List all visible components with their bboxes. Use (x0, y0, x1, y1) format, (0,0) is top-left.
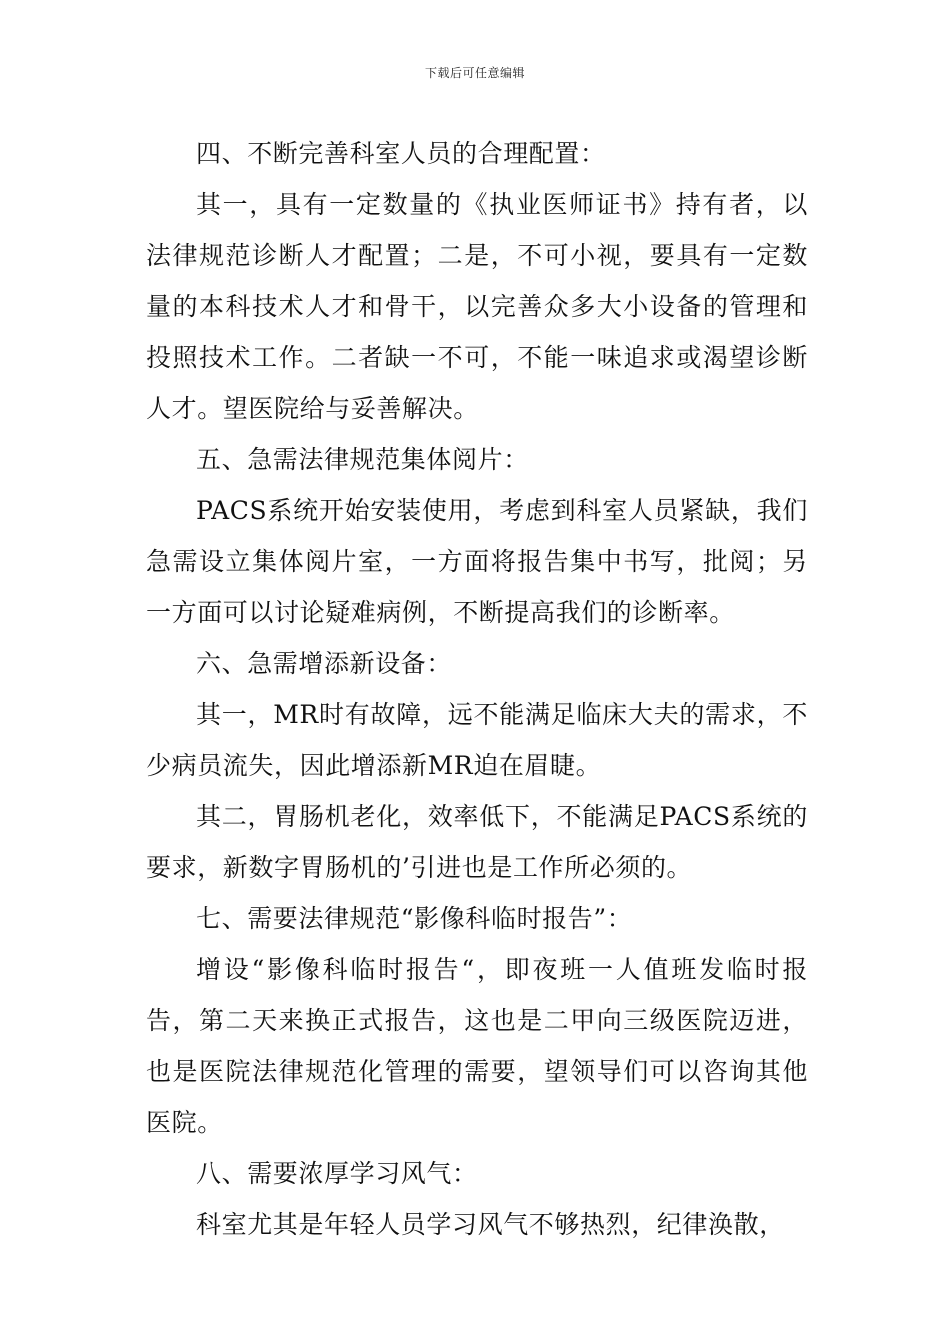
section-heading-5: 五、急需法律规范集体阅片： (196, 445, 529, 474)
section-heading-6: 六、急需增添新设备： (196, 649, 453, 678)
body-paragraph: 其二，胃肠机老化，效率低下，不能满足PACS系统的要求，新数字胃肠机的’引进也是工作所必须的。 (146, 802, 808, 882)
document-body (146, 128, 808, 1250)
page-header-note: 下载后可任意编辑 (424, 66, 525, 80)
section-heading-4: 四、不断完善科室人员的合理配置： (196, 139, 606, 168)
body-paragraph: 其一，MR时有故障，远不能满足临床大夫的需求，不少病员流失，因此增添新MR迫在眉睫。 (146, 700, 808, 780)
section-heading-7: 七、需要法律规范“影像科临时报告”： (196, 904, 633, 933)
body-paragraph: 科室尤其是年轻人员学习风气不够热烈，纪律涣散， (196, 1210, 785, 1239)
body-paragraph: PACS系统开始安装使用，考虑到科室人员紧缺，我们急需设立集体阅片室，一方面将报告集中书写，批阅；另一方面可以讨论疑难病例，不断提高我们的诊断率。 (146, 496, 808, 627)
section-heading-8: 八、需要浓厚学习风气： (196, 1159, 478, 1188)
body-paragraph: 其一，具有一定数量的《执业医师证书》持有者，以法律规范诊断人才配置；二是，不可小视，要具有一定数量的本科技术人才和骨干，以完善众多大小设备的管理和投照技术工作。二者缺一不可，不能一味追求或渴望诊断人才。望医院给与妥善解决。 (146, 190, 808, 423)
body-paragraph: 增设“影像科临时报告“，即夜班一人值班发临时报告，第二天来换正式报告，这也是二甲向三级医院迈进，也是医院法律规范化管理的需要，望领导们可以咨询其他医院。 (146, 955, 808, 1137)
